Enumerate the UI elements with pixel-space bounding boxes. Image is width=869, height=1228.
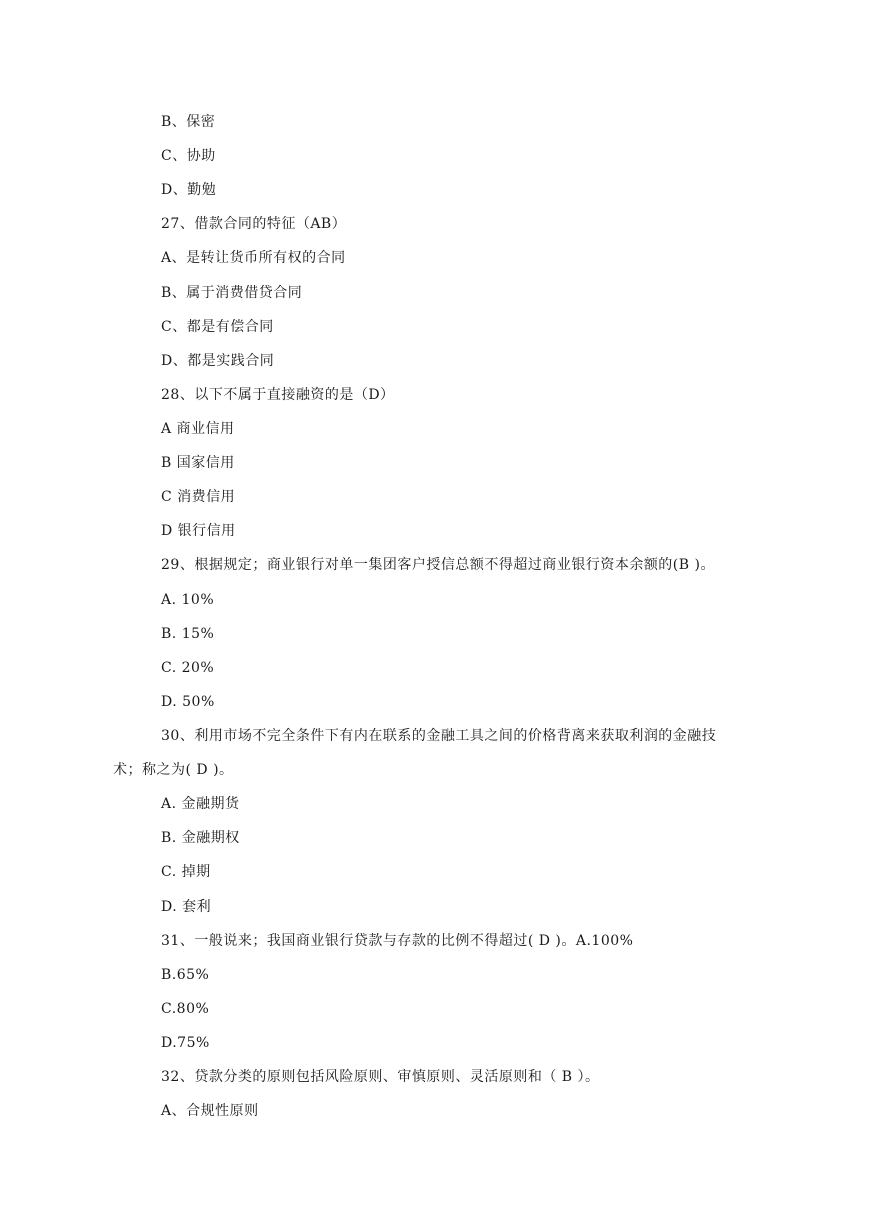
- text-line: D、都是实践合同: [161, 353, 275, 369]
- text-line: C.80%: [161, 1001, 210, 1017]
- text-line: C. 掉期: [161, 864, 211, 880]
- text-line: A. 10%: [161, 592, 215, 608]
- text-line: C、都是有偿合同: [161, 319, 274, 335]
- question-line: 30、利用市场不完全条件下有内在联系的金融工具之间的价格背离来获取利润的金融技: [161, 728, 717, 744]
- question-line: 27、借款合同的特征（AB）: [161, 216, 347, 232]
- text-line: B、保密: [161, 114, 216, 130]
- text-line: D. 套利: [161, 899, 212, 915]
- text-line: B. 15%: [161, 626, 215, 642]
- text-line: B.65%: [161, 967, 210, 983]
- text-line: C 消费信用: [161, 489, 236, 505]
- text-line: A 商业信用: [161, 421, 235, 437]
- question-line: 32、贷款分类的原则包括风险原则、审慎原则、灵活原则和（ B ）。: [161, 1069, 600, 1085]
- question-line-continued: 术；称之为( D )。: [113, 762, 234, 778]
- text-line: C. 20%: [161, 660, 215, 676]
- text-line: D. 50%: [161, 694, 215, 710]
- text-line: B. 金融期权: [161, 830, 240, 846]
- question-line: 31、一般说来；我国商业银行贷款与存款的比例不得超过( D )。A.100%: [161, 933, 634, 949]
- text-line: B、属于消费借贷合同: [161, 285, 303, 301]
- text-line: D 银行信用: [161, 523, 236, 539]
- question-line: 28、以下不属于直接融资的是（D）: [161, 387, 395, 403]
- text-line: A、是转让货币所有权的合同: [161, 250, 346, 266]
- text-line: C、协助: [161, 148, 216, 164]
- question-line: 29、根据规定；商业银行对单一集团客户授信总额不得超过商业银行资本余额的(B )。: [161, 557, 715, 573]
- text-line: D、勤勉: [161, 182, 217, 198]
- text-line: B 国家信用: [161, 455, 235, 471]
- text-line: A、合规性原则: [161, 1103, 259, 1119]
- text-line: A. 金融期货: [161, 796, 240, 812]
- text-line: D.75%: [161, 1035, 210, 1051]
